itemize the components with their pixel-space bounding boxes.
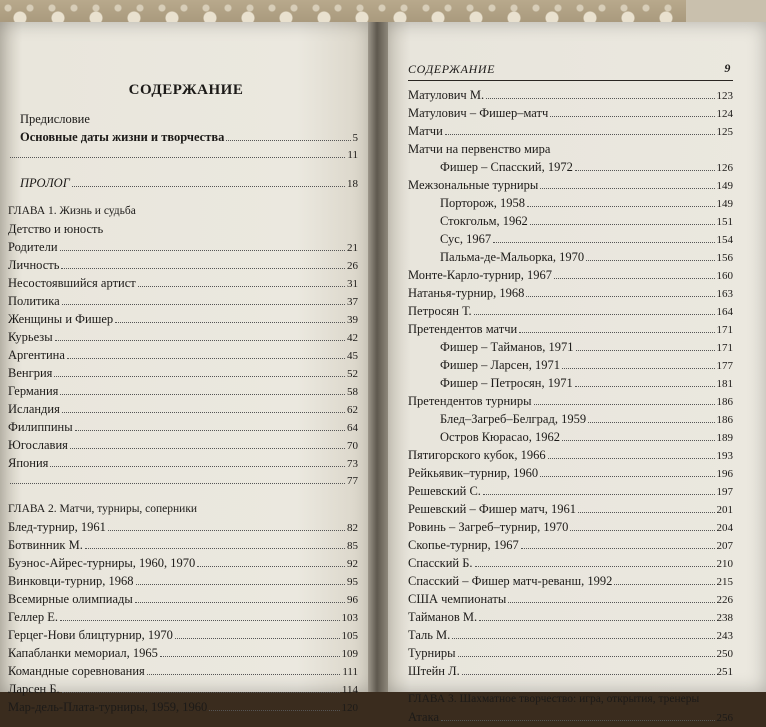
- toc-entry: [408, 662, 733, 680]
- dot-leader: [588, 422, 714, 423]
- toc-entry-title: Матулович – Фишер–матч: [408, 106, 549, 120]
- toc-entry: [408, 284, 733, 302]
- toc-entry: [8, 220, 358, 238]
- toc-entry: [8, 292, 358, 310]
- toc-entry: [408, 708, 733, 726]
- toc-entry-title: Личность: [8, 258, 60, 272]
- toc-entry: [408, 464, 733, 482]
- toc-entry-title: Претендентов матчи: [408, 322, 518, 336]
- toc-entry-title: Венгрия: [8, 366, 53, 380]
- dot-leader: [175, 638, 340, 639]
- toc-entry-page: 111: [342, 666, 358, 678]
- toc-entry-page: 109: [341, 648, 358, 660]
- toc-entry-title: Турниры: [408, 646, 456, 660]
- toc-entry: [8, 626, 358, 644]
- toc-entry-page: 120: [341, 702, 358, 714]
- toc-entry-page: 103: [341, 612, 358, 624]
- dot-leader: [209, 710, 339, 711]
- toc-entry-page: 196: [716, 468, 733, 480]
- toc-entry-title: Капабланки мемориал, 1965: [8, 646, 158, 660]
- toc-entry: [408, 104, 733, 122]
- right-toc-list: [408, 86, 733, 726]
- toc-entry-page: 186: [716, 396, 733, 408]
- dot-leader: [554, 278, 714, 279]
- toc-entry-title: Курьезы: [8, 330, 53, 344]
- dot-leader: [527, 206, 715, 207]
- toc-entry-title: Мар-дель-Плата-турниры, 1959, 1960: [8, 700, 208, 714]
- toc-entry: [408, 626, 733, 644]
- toc-entry-title: Решевский – Фишер матч, 1961: [408, 502, 576, 516]
- toc-entry-page: 156: [716, 252, 733, 264]
- toc-entry: [408, 212, 733, 230]
- toc-entry: [8, 274, 358, 292]
- dot-leader: [85, 548, 345, 549]
- toc-entry: [408, 554, 733, 572]
- dot-leader: [10, 483, 345, 484]
- toc-entry: [408, 158, 733, 176]
- toc-entry-title: Фишер – Ларсен, 1971: [440, 358, 560, 372]
- dot-leader: [479, 620, 714, 621]
- toc-entry-title: Стокгольм, 1962: [440, 214, 528, 228]
- dot-leader: [550, 116, 714, 117]
- dot-leader: [486, 98, 714, 99]
- toc-entry-title: Фишер – Тайманов, 1971: [440, 340, 574, 354]
- toc-entry-title: США чемпионаты: [408, 592, 507, 606]
- toc-entry-page: 82: [347, 522, 358, 534]
- dot-leader: [62, 304, 345, 305]
- toc-entry: [8, 346, 358, 364]
- toc-entry: [408, 500, 733, 518]
- toc-entry-title: Герцег-Нови блицтурнир, 1970: [8, 628, 173, 642]
- toc-entry-page: 149: [716, 180, 733, 192]
- toc-entry-title: Буэнос-Айрес-турниры, 1960, 1970: [8, 556, 196, 570]
- toc-entry: [408, 572, 733, 590]
- toc-entry-title: Всемирные олимпиады: [8, 592, 133, 606]
- toc-entry: [8, 238, 358, 256]
- toc-entry: [8, 174, 358, 192]
- toc-entry-title: ПРОЛОГ: [20, 176, 70, 190]
- toc-entry: [408, 392, 733, 410]
- dot-leader: [135, 602, 345, 603]
- dot-leader: [562, 440, 715, 441]
- toc-entry: [408, 86, 733, 104]
- toc-entry-page: 96: [347, 594, 358, 606]
- toc-entry: [8, 454, 358, 472]
- dot-leader: [62, 692, 340, 693]
- toc-entry-title: Петросян Т.: [408, 304, 472, 318]
- toc-entry-title: Ларсен Б.: [8, 682, 60, 696]
- toc-entry-title: Родители: [8, 240, 58, 254]
- toc-entry: [8, 382, 358, 400]
- dot-leader: [575, 170, 715, 171]
- toc-entry: [8, 608, 358, 626]
- dot-leader: [570, 530, 714, 531]
- toc-entry-page: 151: [716, 216, 733, 228]
- toc-entry-title: Атака: [408, 710, 439, 724]
- toc-entry-page: 31: [347, 278, 358, 290]
- dot-leader: [586, 260, 714, 261]
- dot-leader: [458, 656, 715, 657]
- toc-entry: [408, 428, 733, 446]
- toc-entry-page: 201: [716, 504, 733, 516]
- toc-entry-page: 186: [716, 414, 733, 426]
- toc-entry-page: 226: [716, 594, 733, 606]
- toc-entry-page: 39: [347, 314, 358, 326]
- toc-entry-title: Пальма-де-Мальорка, 1970: [440, 250, 585, 264]
- dot-leader: [452, 638, 714, 639]
- dot-leader: [60, 620, 340, 621]
- toc-entry-page: 164: [716, 306, 733, 318]
- dot-leader: [562, 368, 715, 369]
- toc-entry-title: Порторож, 1958: [440, 196, 525, 210]
- toc-entry-page: 149: [716, 198, 733, 210]
- toc-entry: [8, 418, 358, 436]
- dot-leader: [483, 494, 715, 495]
- dot-leader: [508, 602, 714, 603]
- toc-entry-title: Винковци-турнир, 1968: [8, 574, 134, 588]
- toc-entry: [8, 256, 358, 274]
- toc-entry-page: 197: [716, 486, 733, 498]
- toc-entry: [8, 202, 358, 220]
- toc-entry: [8, 328, 358, 346]
- toc-entry-title: Политика: [8, 294, 60, 308]
- dot-leader: [60, 394, 345, 395]
- toc-entry: [8, 644, 358, 662]
- dot-leader: [147, 674, 341, 675]
- dot-leader: [578, 512, 715, 513]
- dot-leader: [441, 720, 715, 721]
- toc-entry-title: Германия: [8, 384, 59, 398]
- toc-entry: [408, 536, 733, 554]
- toc-entry-page: 52: [347, 368, 358, 380]
- toc-entry-title: Ботвинник М.: [8, 538, 83, 552]
- dot-leader: [576, 350, 715, 351]
- toc-entry: [408, 248, 733, 266]
- toc-entry-page: 251: [716, 666, 733, 678]
- running-header-title: СОДЕРЖАНИЕ: [408, 62, 496, 76]
- toc-entry: [8, 536, 358, 554]
- toc-entry-page: 70: [347, 440, 358, 452]
- dot-leader: [62, 412, 345, 413]
- toc-entry: [408, 140, 733, 158]
- toc-entry: [8, 400, 358, 418]
- toc-entry: [408, 644, 733, 662]
- dot-leader: [108, 530, 345, 531]
- toc-entry-page: 105: [341, 630, 358, 642]
- toc-entry: [8, 590, 358, 608]
- toc-entry: [8, 436, 358, 454]
- dot-leader: [72, 186, 345, 187]
- dot-leader: [160, 656, 340, 657]
- toc-entry-page: 256: [716, 712, 733, 724]
- toc-entry-title: Филиппины: [8, 420, 73, 434]
- toc-entry: [8, 554, 358, 572]
- toc-entry: [408, 446, 733, 464]
- toc-entry-title: Матулович М.: [408, 88, 485, 102]
- toc-entry-page: 250: [716, 648, 733, 660]
- dot-leader: [614, 584, 714, 585]
- toc-entry-title: Матчи на первенство мира: [408, 142, 551, 156]
- toc-entry-title: Пятигорского кубок, 1966: [408, 448, 546, 462]
- toc-title: СОДЕРЖАНИЕ: [128, 82, 244, 98]
- toc-entry-page: 37: [347, 296, 358, 308]
- toc-entry-page: 204: [716, 522, 733, 534]
- toc-entry: [8, 472, 358, 490]
- toc-entry: [8, 572, 358, 590]
- dot-leader: [60, 250, 345, 251]
- toc-entry-page: 207: [716, 540, 733, 552]
- toc-entry-title: Штейн Л.: [408, 664, 460, 678]
- toc-entry: [408, 194, 733, 212]
- toc-entry-title: Исландия: [8, 402, 60, 416]
- toc-entry: [8, 500, 358, 518]
- toc-entry: [408, 410, 733, 428]
- toc-entry: [408, 356, 733, 374]
- toc-entry-title: Таль М.: [408, 628, 451, 642]
- toc-entry-page: 189: [716, 432, 733, 444]
- dot-leader: [136, 584, 345, 585]
- toc-entry-title: Сус, 1967: [440, 232, 492, 246]
- toc-entry-page: 85: [347, 540, 358, 552]
- toc-entry-page: 58: [347, 386, 358, 398]
- left-toc-list: [8, 110, 358, 716]
- toc-entry-title: Остров Кюрасао, 1962: [440, 430, 560, 444]
- toc-entry-title: Спасский – Фишер матч-реванш, 1992: [408, 574, 613, 588]
- toc-entry-title: ГЛАВА 3. Шахматное творчество: игра, открытия, тренеры: [408, 693, 700, 705]
- dot-leader: [70, 448, 345, 449]
- toc-entry-page: 193: [716, 450, 733, 462]
- toc-entry: [8, 310, 358, 328]
- dot-leader: [55, 340, 345, 341]
- toc-entry-page: 154: [716, 234, 733, 246]
- toc-entry-title: Межзональные турниры: [408, 178, 539, 192]
- toc-entry: [8, 110, 358, 128]
- toc-entry-page: 171: [716, 324, 733, 336]
- toc-entry-page: 123: [716, 90, 733, 102]
- dot-leader: [10, 157, 345, 158]
- dot-leader: [540, 476, 714, 477]
- toc-entry-title: Матчи: [408, 124, 443, 138]
- dot-leader: [138, 286, 345, 287]
- toc-entry: [8, 680, 358, 698]
- toc-entry: [408, 590, 733, 608]
- toc-entry-title: Ровинь – Загреб–турнир, 1970: [408, 520, 569, 534]
- toc-entry-page: 160: [716, 270, 733, 282]
- toc-entry-title: Тайманов М.: [408, 610, 478, 624]
- toc-entry-title: Югославия: [8, 438, 68, 452]
- toc-entry: [8, 364, 358, 382]
- toc-entry-page: 73: [347, 458, 358, 470]
- dot-leader: [61, 268, 345, 269]
- dot-leader: [50, 466, 345, 467]
- toc-entry-page: 171: [716, 342, 733, 354]
- dot-leader: [534, 404, 715, 405]
- toc-entry-title: Предисловие: [20, 112, 90, 126]
- toc-entry-title: Рейкьявик–турнир, 1960: [408, 466, 539, 480]
- toc-entry: [8, 518, 358, 536]
- toc-entry: [408, 266, 733, 284]
- running-header: [408, 62, 733, 81]
- book-gutter: [368, 22, 388, 692]
- toc-entry-title: Претендентов турниры: [408, 394, 532, 408]
- dot-leader: [462, 674, 715, 675]
- toc-entry: [408, 230, 733, 248]
- toc-entry-page: 114: [341, 684, 358, 696]
- toc-entry-page: 95: [347, 576, 358, 588]
- toc-entry-page: 181: [716, 378, 733, 390]
- dot-leader: [540, 188, 714, 189]
- toc-entry-title: Фишер – Спасский, 1972: [440, 160, 573, 174]
- toc-entry-title: Скопье-турнир, 1967: [408, 538, 519, 552]
- toc-entry: [408, 482, 733, 500]
- toc-entry: [408, 518, 733, 536]
- toc-entry-page: 238: [716, 612, 733, 624]
- toc-entry-page: 62: [347, 404, 358, 416]
- toc-entry: [408, 374, 733, 392]
- toc-entry-page: 124: [716, 108, 733, 120]
- toc-entry-page: 77: [347, 475, 358, 487]
- toc-entry-title: Натанья-турнир, 1968: [408, 286, 525, 300]
- toc-entry-title: Женщины и Фишер: [8, 312, 114, 326]
- toc-entry-page: 21: [347, 242, 358, 254]
- toc-entry: [408, 122, 733, 140]
- dot-leader: [519, 332, 714, 333]
- toc-entry-page: 92: [347, 558, 358, 570]
- toc-entry-title: Спасский Б.: [408, 556, 473, 570]
- toc-entry-title: Основные даты жизни и творчества: [20, 130, 225, 144]
- dot-leader: [54, 376, 345, 377]
- dot-leader: [521, 548, 715, 549]
- dot-leader: [226, 140, 350, 141]
- toc-entry-title: Командные соревнования: [8, 664, 145, 678]
- toc-entry-page: 45: [347, 350, 358, 362]
- dot-leader: [475, 566, 715, 567]
- dot-leader: [526, 296, 714, 297]
- toc-entry-title: Детство и юность: [8, 222, 104, 236]
- toc-entry-page: 26: [347, 260, 358, 272]
- toc-entry: [408, 690, 733, 708]
- toc-entry: [408, 302, 733, 320]
- toc-entry-page: 215: [716, 576, 733, 588]
- dot-leader: [548, 458, 715, 459]
- toc-entry-title: Япония: [8, 456, 49, 470]
- toc-entry: [408, 176, 733, 194]
- dot-leader: [575, 386, 715, 387]
- toc-entry-title: ГЛАВА 1. Жизнь и судьба: [8, 205, 136, 217]
- toc-entry-page: 125: [716, 126, 733, 138]
- toc-entry-title: Блед-турнир, 1961: [8, 520, 106, 534]
- toc-entry-title: Решевский С.: [408, 484, 481, 498]
- toc-entry: [8, 146, 358, 164]
- toc-entry-title: Монте-Карло-турнир, 1967: [408, 268, 553, 282]
- toc-entry-page: 18: [347, 178, 358, 190]
- toc-entry-page: 64: [347, 422, 358, 434]
- toc-entry-page: 126: [716, 162, 733, 174]
- toc-entry-title: Аргентина: [8, 348, 65, 362]
- toc-entry-page: 210: [716, 558, 733, 570]
- dot-leader: [474, 314, 715, 315]
- toc-entry: [408, 338, 733, 356]
- toc-entry-page: 163: [716, 288, 733, 300]
- dot-leader: [445, 134, 715, 135]
- toc-entry-title: Блед–Загреб–Белград, 1959: [440, 412, 587, 426]
- toc-entry: [8, 128, 358, 146]
- toc-entry-page: 11: [347, 149, 358, 161]
- page-number: 9: [724, 61, 731, 75]
- dot-leader: [115, 322, 345, 323]
- toc-entry-title: Фишер – Петросян, 1971: [440, 376, 573, 390]
- toc-entry-title: Геллер Е.: [8, 610, 58, 624]
- toc-entry: [408, 320, 733, 338]
- dot-leader: [530, 224, 715, 225]
- dot-leader: [493, 242, 714, 243]
- dot-leader: [67, 358, 345, 359]
- toc-entry-page: 5: [352, 132, 358, 144]
- toc-entry-title: ГЛАВА 2. Матчи, турниры, соперники: [8, 503, 198, 515]
- toc-entry: [8, 662, 358, 680]
- dot-leader: [197, 566, 345, 567]
- toc-entry: [8, 698, 358, 716]
- toc-entry-title: Несостоявшийся артист: [8, 276, 136, 290]
- toc-entry-page: 243: [716, 630, 733, 642]
- toc-entry-page: 177: [716, 360, 733, 372]
- toc-entry-page: 42: [347, 332, 358, 344]
- dot-leader: [75, 430, 345, 431]
- toc-entry: [408, 608, 733, 626]
